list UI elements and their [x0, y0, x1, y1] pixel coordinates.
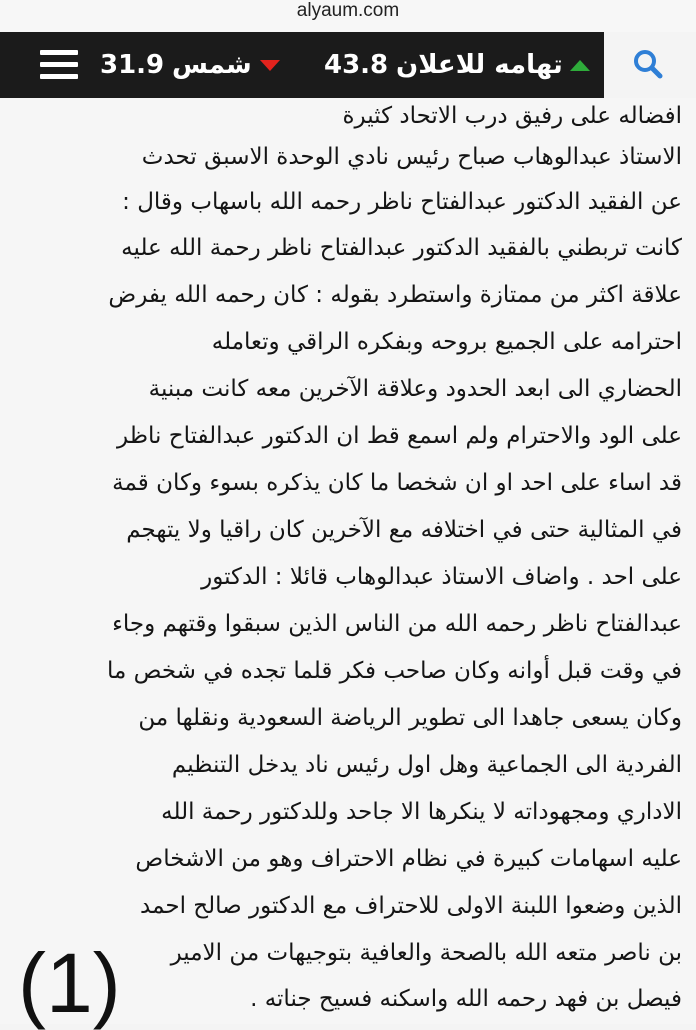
- browser-url-bar[interactable]: [0, 0, 696, 32]
- article-line: الحضاري الى ابعد الحدود وعلاقة الآخرين معه كانت مبنية: [148, 376, 682, 402]
- article-line: عبدالفتاح ناظر رحمه الله من الناس الذين سبقوا وقتهم وجاء: [112, 611, 682, 637]
- article-line: افضاله على رفيق درب الاتحاد كثيرة: [342, 103, 682, 129]
- article-body: [0, 98, 696, 1024]
- article-line: كانت تربطني بالفقيد الدكتور عبدالفتاح ناظر رحمة الله عليه: [121, 235, 682, 261]
- article-line: احترامه على الجميع بروحه وبفكره الراقي وتعامله: [211, 329, 682, 355]
- trend-down-icon: [260, 60, 280, 71]
- article-line: في وقت قبل أوانه وكان صاحب فكر قلما تجده في شخص ما: [107, 658, 682, 684]
- search-button[interactable]: [604, 32, 696, 98]
- article-line: الذين وضعوا اللبنة الاولى للاحتراف مع الدكتور صالح احمد: [140, 893, 682, 919]
- article-line: الاداري ومجهوداته لا ينكرها الا جاحد وللدكتور رحمة الله: [161, 799, 682, 825]
- article-line: على الود والاحترام ولم اسمع قط ان الدكتور عبدالفتاح ناظر: [117, 423, 682, 449]
- search-icon: [604, 32, 696, 98]
- url-text: alyaum.com: [296, 0, 400, 21]
- menu-button[interactable]: [0, 32, 100, 98]
- article-line: فيصل بن فهد رحمه الله واسكنه فسيح جناته .: [250, 986, 682, 1012]
- ticker-value-shams: 31.9: [100, 50, 165, 80]
- stock-ticker-bar: [0, 32, 696, 98]
- hamburger-menu-icon: [40, 50, 78, 55]
- article-line: على احد . واضاف الاستاذ عبدالوهاب قائلا : الدكتور: [201, 564, 682, 590]
- article-line: الفردية الى الجماعية وهل اول رئيس ناد يدخل التنظيم: [171, 752, 682, 778]
- article-line: عليه اسهامات كبيرة في نظام الاحتراف وهو من الاشخاص: [135, 846, 682, 872]
- ticker-track: [100, 32, 604, 98]
- article-line: وكان يسعى جاهدا الى تطوير الرياضة السعودية ونقلها من: [138, 705, 682, 731]
- article-line: بن ناصر متعه الله بالصحة والعافية بتوجيهات من الامير: [170, 940, 682, 966]
- hamburger-menu-icon: [40, 62, 78, 67]
- article-line: قد اساء على احد او ان شخصا ما كان يذكره بسوء وكان قمة: [112, 470, 682, 496]
- article-line: عن الفقيد الدكتور عبدالفتاح ناظر رحمه الله باسهاب وقال :: [122, 189, 682, 215]
- article-line: في المثالية حتى في اختلافه مع الآخرين كان راقيا ولا يتهجم: [126, 517, 682, 543]
- ticker-label-shams: شمس: [172, 50, 252, 80]
- page-number-label: (1): [18, 936, 121, 1030]
- hamburger-menu-icon: [40, 74, 78, 79]
- ticker-label-tihama: تهامه للاعلان: [396, 50, 563, 80]
- article-line: علاقة اكثر من ممتازة واستطرد بقوله : كان رحمه الله يفرض: [108, 282, 682, 308]
- ticker-value-tihama: 43.8: [324, 50, 389, 80]
- trend-up-icon: [570, 60, 590, 71]
- article-line: الاستاذ عبدالوهاب صباح رئيس نادي الوحدة الاسبق تحدث: [141, 144, 682, 170]
